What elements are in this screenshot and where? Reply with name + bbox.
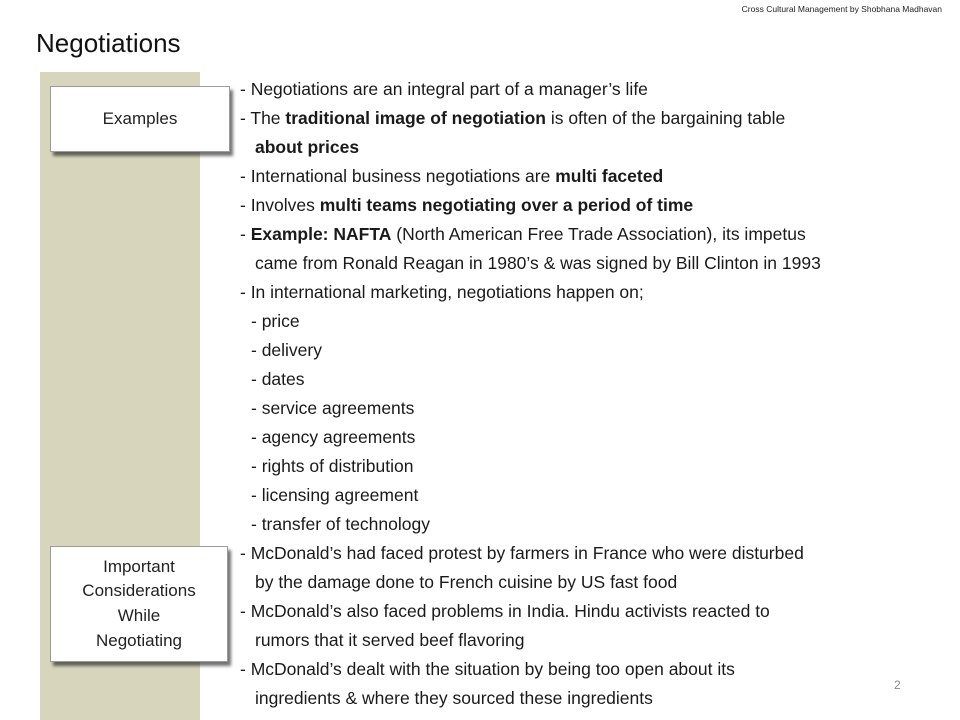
bullet-line: - McDonald’s had faced protest by farmers in France who were disturbed <box>240 543 804 563</box>
header-note: Cross Cultural Management by Shobhana Madhavan <box>741 4 942 14</box>
examples-label-box <box>50 86 230 152</box>
text-run: - Involves <box>240 195 320 215</box>
bullet-line: - Negotiations are an integral part of a manager’s life <box>240 79 648 99</box>
text-run: - <box>240 224 251 244</box>
sub-item: - dates <box>251 369 305 389</box>
sub-item: - delivery <box>251 340 322 360</box>
bullet-continuation: ingredients & where they sourced these ingredients <box>255 688 653 708</box>
bold-run: about prices <box>255 137 360 157</box>
important-label-line: Negotiating <box>95 630 182 650</box>
text-run: is often of the bargaining table <box>545 108 786 128</box>
bullet-line: - In international marketing, negotiations happen on; <box>240 282 644 302</box>
sub-item: - licensing agreement <box>251 485 419 505</box>
important-label-line: Considerations <box>82 581 196 601</box>
sub-item: - service agreements <box>251 398 415 418</box>
page-title: Negotiations <box>36 28 181 58</box>
bullet-line: - McDonald’s also faced problems in India. Hindu activists reacted to <box>240 601 770 621</box>
text-run: (North American Free Trade Association), its impetus <box>391 224 806 244</box>
text-run: - The <box>240 108 286 128</box>
examples-label: Examples <box>102 108 178 128</box>
bullet-line <box>240 104 955 133</box>
bold-run: Example: NAFTA <box>250 224 392 244</box>
bullet-line <box>240 220 955 249</box>
examples-content <box>240 75 955 539</box>
bullet-continuation: by the damage done to French cuisine by US fast food <box>255 572 678 592</box>
slide-number: 2 <box>894 678 901 692</box>
important-considerations-label-box <box>50 546 228 662</box>
sub-item: - transfer of technology <box>251 514 430 534</box>
important-label-line: Important <box>103 556 175 576</box>
bullet-continuation: rumors that it served beef flavoring <box>255 630 525 650</box>
bullet-continuation: came from Ronald Reagan in 1980’s & was signed by Bill Clinton in 1993 <box>255 253 821 273</box>
bold-run: multi teams negotiating over a period of time <box>319 195 694 215</box>
sub-item: - agency agreements <box>251 427 416 447</box>
important-label-line: While <box>117 606 161 625</box>
text-run: - International business negotiations are <box>240 166 556 186</box>
bullet-continuation <box>240 133 955 162</box>
important-content <box>240 539 955 713</box>
sub-item: - price <box>251 311 300 331</box>
bullet-line <box>240 191 955 220</box>
bold-run: multi faceted <box>555 166 664 186</box>
bullet-line <box>240 162 955 191</box>
sub-item: - rights of distribution <box>251 456 414 476</box>
bullet-line: - McDonald’s dealt with the situation by being too open about its <box>240 659 735 679</box>
bold-run: traditional image of negotiation <box>285 108 546 128</box>
